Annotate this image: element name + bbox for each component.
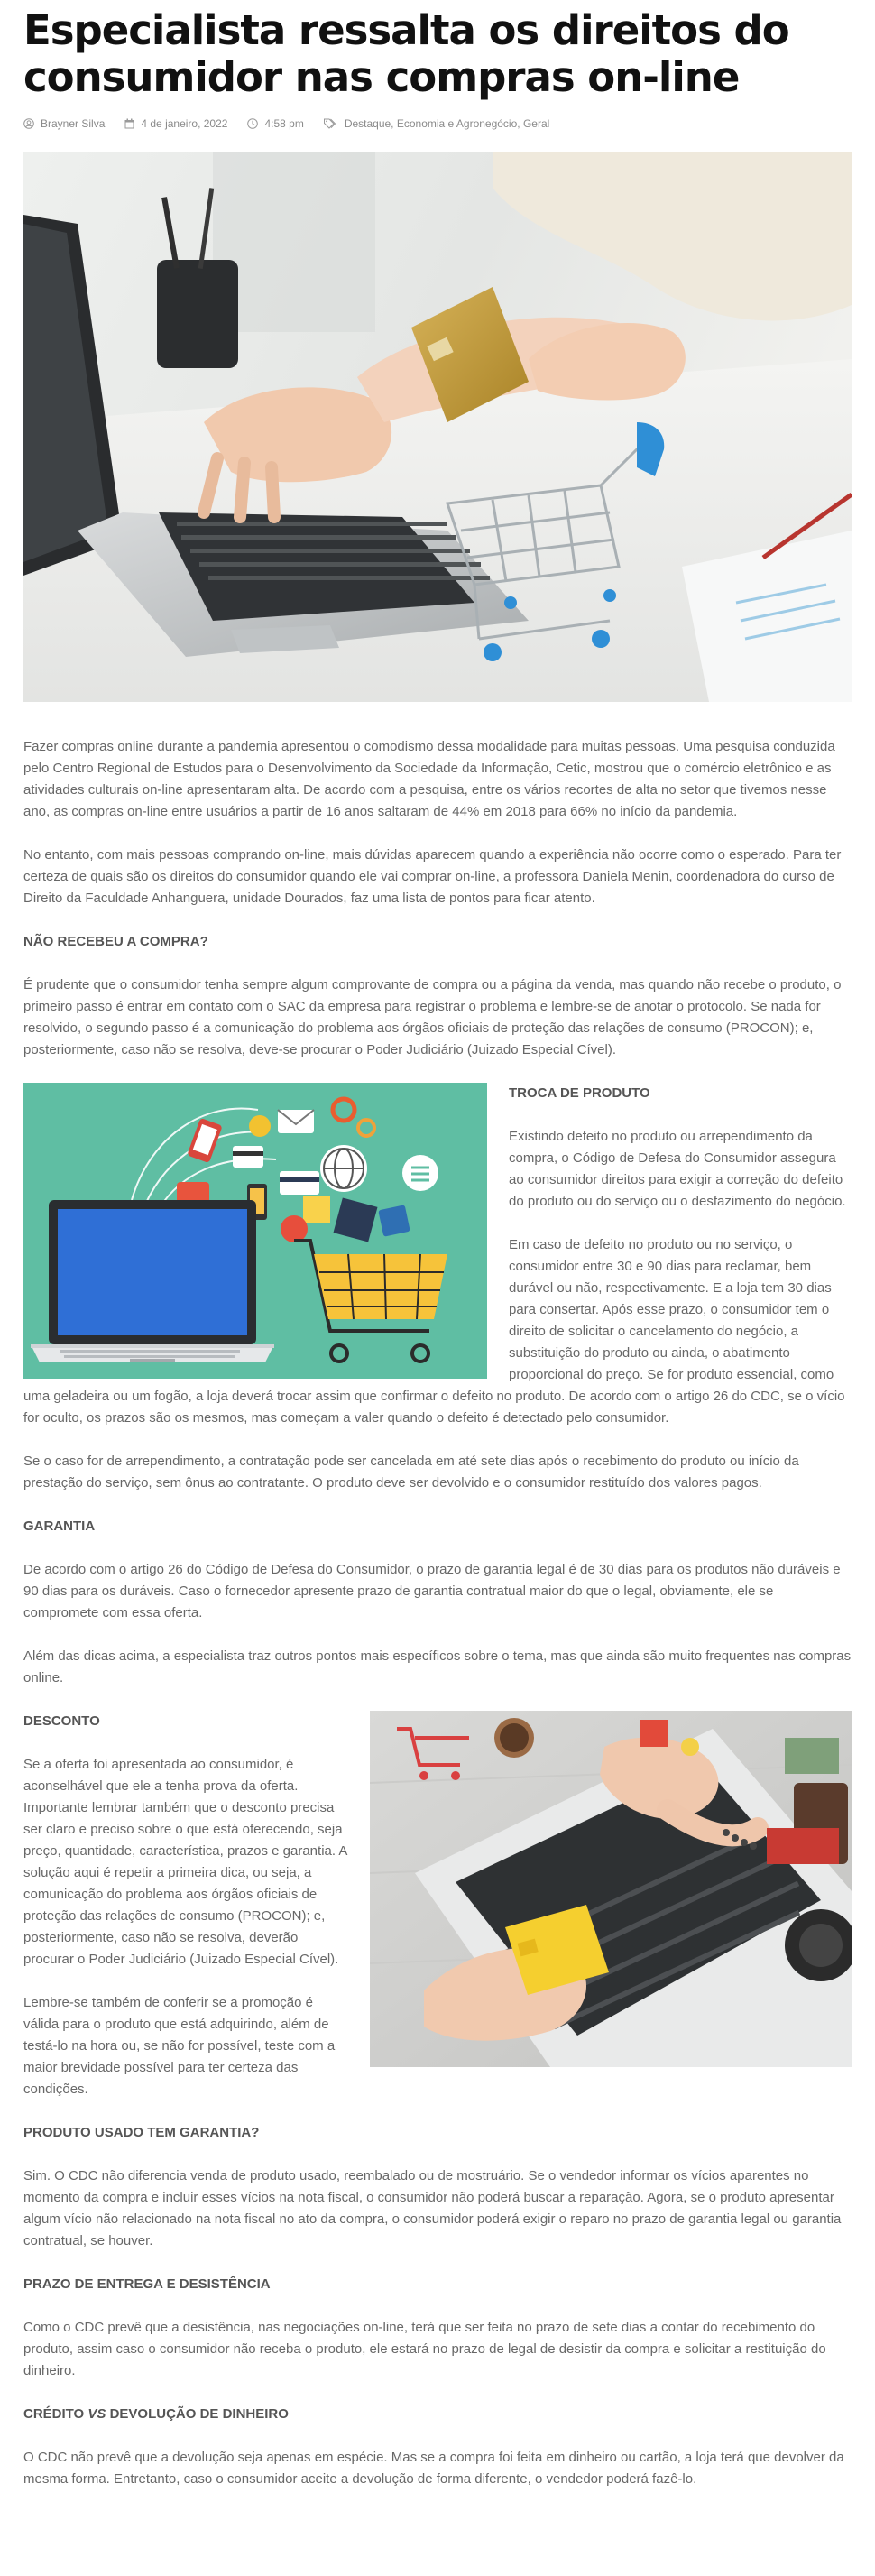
heading-text: DEVOLUÇÃO DE DINHEIRO bbox=[106, 2406, 289, 2422]
heading-text: CRÉDITO bbox=[23, 2406, 88, 2422]
section-heading: NÃO RECEBEU A COMPRA? bbox=[23, 934, 208, 949]
section-heading: TROCA DE PRODUTO bbox=[509, 1085, 650, 1101]
paragraph: Existindo defeito no produto ou arrependimento da compra, o Código de Defesa do Consumidor assegura ao consumidor direitos para exigir a correção do defeito do produto ou do serviço ou o desfazimento do negócio. bbox=[509, 1129, 846, 1209]
online-shopping-photo bbox=[370, 1711, 852, 2067]
section-heading: GARANTIA bbox=[23, 1519, 96, 1534]
tag-icon bbox=[324, 118, 338, 129]
article bbox=[23, 0, 852, 2490]
paragraph: Além das dicas acima, a especialista traz outros pontos mais específicos sobre o tema, mas que ainda são muito frequentes nas compras online. bbox=[23, 1648, 852, 1685]
meta-categories[interactable] bbox=[324, 117, 549, 130]
section-heading: PRAZO DE ENTREGA E DESISTÊNCIA bbox=[23, 2276, 271, 2292]
post-meta bbox=[23, 115, 852, 132]
paragraph: Sim. O CDC não diferencia venda de produto usado, reembalado ou de mostruário. Se o vendedor informar os vícios aparentes no momento da compra e incluir esses vícios na nota fiscal, o consumidor não poderá buscar a reparação. Agora, se o produto apresentar algum vício não relacionado na nota fiscal no ato da compra, o consumidor poderá exigir o reparo no prazo de garantia legal ou garantia contratual, se houver. bbox=[23, 2168, 842, 2248]
paragraph: Fazer compras online durante a pandemia apresentou o comodismo dessa modalidade para muitas pessoas. Uma pesquisa conduzida pelo Centro Regional de Estudos para o Desenvolvimento da Sociedade da Informação, Cetic, mostrou que o comércio eletrônico e as atividades culturais on-line apresentaram alta. De acordo com a pesquisa, entre os vários recortes de alta no setor que tivemos nesse ano, as compras on-line entre usuários a partir de 16 anos saltaram de 44% em 2018 para 66% no início da pandemia. bbox=[23, 739, 835, 819]
paragraph: Lembre-se também de conferir se a promoção é válida para o produto que está adquirindo, além de testá-lo na hora ou, se não for possível, teste com a maior brevidade possível para ter certeza das condições. bbox=[23, 1995, 336, 2097]
section-heading: DESCONTO bbox=[23, 1713, 100, 1729]
heading-text-italic: VS bbox=[88, 2406, 106, 2422]
paragraph: O CDC não prevê que a devolução seja apenas em espécie. Mas se a compra foi feita em dinheiro ou cartão, a loja terá que devolver da mesma forma. Entretanto, caso o consumidor aceite a devolução de forma diferente, o vendedor poderá fazê-lo. bbox=[23, 2450, 844, 2487]
meta-time-text: 4:58 pm bbox=[264, 117, 304, 130]
paragraph: No entanto, com mais pessoas comprando on-line, mais dúvidas aparecem quando a experiência não ocorre como o esperado. Para ter certeza de quais são os direitos do consumidor quando ele vai comprar on-line, a professora Daniela Menin, coordenadora do curso de Direito da Faculdade Anhanguera, unidade Dourados, faz uma lista de pontos para ficar atento. bbox=[23, 847, 842, 906]
paragraph: De acordo com o artigo 26 do Código de Defesa do Consumidor, o prazo de garantia legal é de 30 dias para os produtos não duráveis e 90 dias para os duráveis. Caso o fornecedor apresente prazo de garantia contratual maior do que o legal, obviamente, ele se compromete com essa oferta. bbox=[23, 1562, 841, 1620]
page-title: Especialista ressalta os direitos do consumidor nas compras on-line bbox=[23, 6, 789, 101]
paragraph: Se o caso for de arrependimento, a contratação pode ser cancelada em até sete dias após o recebimento do produto ou início da prestação do serviço, sem ônus ao contratante. O produto deve ser devolvido e o consumidor restituído dos valores pagos. bbox=[23, 1454, 799, 1491]
paragraph: Em caso de defeito no produto ou no serviço, o consumidor entre 30 e 90 dias para reclamar, bem durável ou não, respectivamente. E a loja tem 30 dias para consertar. Após esse prazo, o consumidor tem o direito de solicitar o cancelamento do negócio, a substituição do produto ou ainda, o abatimento proporcional do preço. Se for produto essencial, como uma geladeira ou um fogão, a loja deverá trocar assim que confirmar o defeito no produto. De acordo com o artigo 26 do CDC, se o vício for oculto, os prazos são os mesmos, mas começam a valer quando o defeito é detectado pelo consumidor. bbox=[23, 1237, 845, 1426]
paragraph: Se a oferta foi apresentada ao consumidor, é aconselhável que ele a tenha prova da oferta. Importante lembrar também que o desconto precisa ser claro e preciso sobre o que está oferecendo, seja preço, quantidade, característica, prazos e garantia. A solução aqui é repetir a primeira dica, ou seja, a comunicação do problema aos órgãos oficiais de proteção das relações de consumo (PROCON); e, posteriormente, caso não se resolva, deverão procurar o Poder Judiciário (Juizado Especial Cível). bbox=[23, 1757, 347, 1967]
meta-author[interactable] bbox=[23, 117, 105, 130]
section-heading: PRODUTO USADO TEM GARANTIA? bbox=[23, 2125, 260, 2140]
meta-author-name: Brayner Silva bbox=[41, 117, 106, 130]
meta-date-text: 4 de janeiro, 2022 bbox=[141, 117, 228, 130]
section-heading bbox=[23, 2404, 852, 2425]
paragraph: Como o CDC prevê que a desistência, nas negociações on-line, terá que ser feita no prazo de sete dias a contar do recebimento do produto, assim caso o consumidor não receba o produto, ele estará no prazo de legal de desistir da compra e solicitar a restituição do dinheiro. bbox=[23, 2320, 826, 2378]
paragraph: É prudente que o consumidor tenha sempre algum comprovante de compra ou a página da venda, mas quando não recebe o produto, o primeiro passo é entrar em contato com o SAC da empresa para registrar o problema e lembre-se de anotar o protocolo. Se nada for resolvido, o segundo passo é a comunicação do problema aos órgãos oficiais de proteção das relações de consumo (PROCON); e, posteriormente, caso não se resolva, deve-se procurar o Poder Judiciário (Juizado Especial Cível). bbox=[23, 977, 842, 1057]
calendar-icon bbox=[124, 118, 134, 129]
meta-date bbox=[124, 117, 227, 130]
clock-icon bbox=[247, 118, 258, 129]
meta-categories-text: Destaque, Economia e Agronegócio, Geral bbox=[344, 117, 550, 130]
user-icon bbox=[23, 118, 34, 129]
meta-time bbox=[247, 117, 303, 130]
ecommerce-illustration bbox=[23, 1083, 487, 1379]
hero-image bbox=[23, 152, 852, 702]
